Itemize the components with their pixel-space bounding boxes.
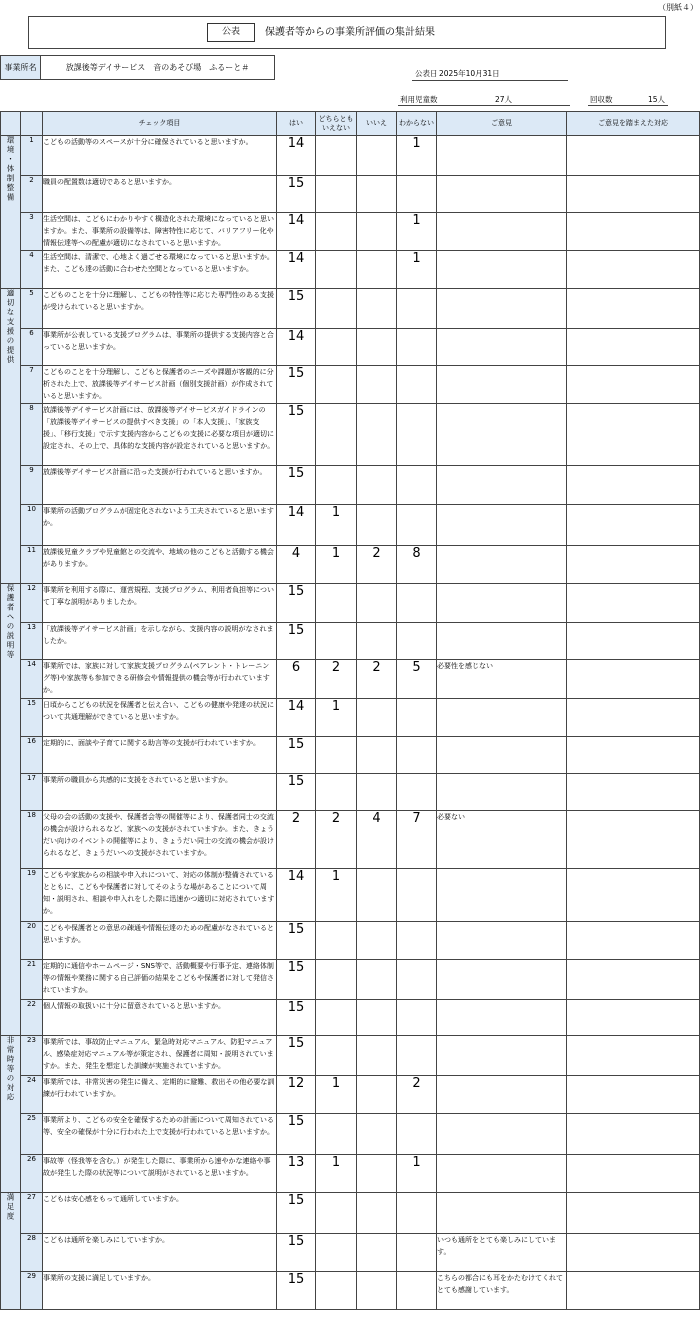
count-no	[357, 289, 397, 329]
count-neither	[316, 289, 357, 329]
count-unknown: 1	[397, 213, 437, 251]
category-label: 環境・体制整備	[6, 136, 15, 203]
count-unknown	[397, 366, 437, 404]
check-item-text: こどものことを十分に理解し、こどもの特性等に応じた専門性のある支援が受けられていると思いますか。	[43, 289, 277, 329]
category-label: 非常時等の対応	[6, 1036, 15, 1103]
publish-date-underline	[412, 80, 568, 81]
item-number: 3	[21, 213, 43, 251]
item-number: 24	[21, 1076, 43, 1114]
count-neither	[316, 213, 357, 251]
item-number: 8	[21, 404, 43, 466]
check-item-text: 事業所では、家族に対して家族支援プログラム(ペアレント・トレーニング等)や家族等も参加できる研修会や情報提供の機会等が行われていますか。	[43, 660, 277, 699]
response-cell	[567, 869, 700, 922]
count-neither	[316, 774, 357, 811]
opinion-text	[437, 404, 567, 466]
response-cell	[567, 811, 700, 869]
response-cell	[567, 1000, 700, 1036]
publish-date-label: 公表日	[415, 69, 438, 78]
count-neither: 1	[316, 1155, 357, 1193]
opinion-text	[437, 737, 567, 774]
opinion-text: 必要ない	[437, 811, 567, 869]
count-no	[357, 774, 397, 811]
evaluation-table	[0, 111, 700, 1310]
header-response: ご意見を踏まえた対応	[567, 112, 700, 136]
response-cell	[567, 213, 700, 251]
item-number: 21	[21, 960, 43, 1000]
count-unknown	[397, 505, 437, 546]
count-neither	[316, 329, 357, 366]
count-yes: 15	[277, 774, 316, 811]
item-number: 23	[21, 1036, 43, 1076]
check-item-text: 事業所では、事故防止マニュアル、緊急時対応マニュアル、防犯マニュアル、感染症対応マニュアル等が策定され、保護者に周知・説明されていますか。また、発生を想定した訓練が実施されていますか。	[43, 1036, 277, 1076]
check-item-text: 事業所の活動プログラムが固定化されないよう工夫されていると思いますか。	[43, 505, 277, 546]
table-row	[1, 213, 700, 251]
opinion-text	[437, 289, 567, 329]
header-unknown: わからない	[397, 112, 437, 136]
count-yes: 15	[277, 584, 316, 623]
count-unknown	[397, 1272, 437, 1310]
response-cell	[567, 329, 700, 366]
count-yes: 14	[277, 251, 316, 289]
response-cell	[567, 584, 700, 623]
count-unknown	[397, 774, 437, 811]
count-unknown	[397, 1234, 437, 1272]
item-number: 2	[21, 176, 43, 213]
opinion-text	[437, 366, 567, 404]
count-yes: 14	[277, 213, 316, 251]
count-neither: 1	[316, 505, 357, 546]
count-unknown	[397, 289, 437, 329]
header-yes: はい	[277, 112, 316, 136]
check-item-text: 定期的に通信やホームページ・SNS等で、活動概要や行事予定、連絡体制等の情報や業務に関する自己評価の結果をこどもや保護者に対して発信されていますか。	[43, 960, 277, 1000]
opinion-text	[437, 1193, 567, 1234]
opinion-text	[437, 505, 567, 546]
count-yes: 15	[277, 623, 316, 660]
count-unknown: 7	[397, 811, 437, 869]
count-unknown	[397, 869, 437, 922]
response-cell	[567, 623, 700, 660]
opinion-text	[437, 466, 567, 505]
check-item-text: 生活空間は、こどもにわかりやすく構造化された環境になっていると思いますか。また、事業所の設備等は、障害特性に応じて、バリアフリー化や情報伝達等への配慮が適切になされていると思いますか。	[43, 213, 277, 251]
item-number: 4	[21, 251, 43, 289]
count-yes: 4	[277, 546, 316, 584]
response-cell	[567, 404, 700, 466]
opinion-text	[437, 136, 567, 176]
opinion-text	[437, 922, 567, 960]
count-no	[357, 869, 397, 922]
count-yes: 15	[277, 737, 316, 774]
count-no	[357, 1272, 397, 1310]
item-number: 10	[21, 505, 43, 546]
count-yes: 15	[277, 1114, 316, 1155]
check-item-text: 日頃からこどもの状況を保護者と伝え合い、こどもの健康や発達の状況について共通理解ができていると思いますか。	[43, 699, 277, 737]
count-unknown	[397, 176, 437, 213]
response-cell	[567, 922, 700, 960]
count-no	[357, 699, 397, 737]
count-unknown: 2	[397, 1076, 437, 1114]
table-row	[1, 660, 700, 699]
count-unknown	[397, 1193, 437, 1234]
response-cell	[567, 1036, 700, 1076]
responses-label: 回収数	[590, 95, 613, 104]
item-number: 25	[21, 1114, 43, 1155]
count-unknown: 1	[397, 1155, 437, 1193]
count-yes: 14	[277, 869, 316, 922]
count-no	[357, 251, 397, 289]
header-check-item: チェック項目	[43, 112, 277, 136]
count-no	[357, 1036, 397, 1076]
count-no	[357, 466, 397, 505]
check-item-text: こどもや家族からの相談や申入れについて、対応の体制が整備されているとともに、こどもや保護者に対してそのような場があることについて周知・説明され、相談や申入れをした際に迅速かつ適切に対応されていますか。	[43, 869, 277, 922]
check-item-text: こどものことを十分理解し、こどもと保護者のニーズや課題が客観的に分析された上で、放課後等デイサービス計画（個別支援計画）が作成されていると思いますか。	[43, 366, 277, 404]
table-row	[1, 1000, 700, 1036]
opinion-text	[437, 584, 567, 623]
count-neither	[316, 623, 357, 660]
count-neither: 2	[316, 811, 357, 869]
count-no	[357, 329, 397, 366]
category-label: 適切な支援の提供	[6, 289, 15, 365]
response-cell	[567, 176, 700, 213]
users-underline	[398, 105, 570, 106]
count-no: 2	[357, 546, 397, 584]
check-item-text: 父母の会の活動の支援や、保護者会等の開催等により、保護者同士の交流の機会が設けられるなど、家族への支援がされていますか。また、きょうだい向けのイベントの開催等により、きょうだい同士の交流の機会が設けられるなど、きょうだいへの支援がされていますか。	[43, 811, 277, 869]
count-yes: 15	[277, 1272, 316, 1310]
table-row	[1, 1036, 700, 1076]
item-number: 7	[21, 366, 43, 404]
table-row	[1, 404, 700, 466]
users-value: 27人	[495, 95, 513, 104]
category-label: 保護者への説明等	[6, 584, 15, 660]
count-unknown	[397, 737, 437, 774]
response-cell	[567, 546, 700, 584]
count-yes: 15	[277, 1234, 316, 1272]
table-row	[1, 1193, 700, 1234]
count-yes: 15	[277, 960, 316, 1000]
opinion-text	[437, 213, 567, 251]
check-item-text: 事業所を利用する際に、運営規程、支援プログラム、利用者負担等について丁寧な説明がありましたか。	[43, 584, 277, 623]
count-no	[357, 1000, 397, 1036]
check-item-text: 定期的に、面談や子育てに関する助言等の支援が行われていますか。	[43, 737, 277, 774]
item-number: 1	[21, 136, 43, 176]
count-unknown	[397, 1114, 437, 1155]
count-unknown	[397, 699, 437, 737]
count-unknown: 5	[397, 660, 437, 699]
table-row	[1, 623, 700, 660]
opinion-text	[437, 1076, 567, 1114]
table-row	[1, 1114, 700, 1155]
count-neither	[316, 1114, 357, 1155]
count-neither: 1	[316, 699, 357, 737]
count-neither: 2	[316, 660, 357, 699]
item-number: 11	[21, 546, 43, 584]
category-env	[1, 136, 21, 289]
count-yes: 13	[277, 1155, 316, 1193]
check-item-text: 放課後等デイサービス計画に沿った支援が行われていると思いますか。	[43, 466, 277, 505]
response-cell	[567, 1234, 700, 1272]
table-header-row	[1, 112, 700, 136]
item-number: 9	[21, 466, 43, 505]
count-neither	[316, 251, 357, 289]
table-row	[1, 869, 700, 922]
response-cell	[567, 505, 700, 546]
category-support	[1, 289, 21, 584]
table-row	[1, 960, 700, 1000]
opinion-text: いつも通所をとても楽しみにしています。	[437, 1234, 567, 1272]
item-number: 22	[21, 1000, 43, 1036]
count-neither	[316, 1000, 357, 1036]
count-yes: 6	[277, 660, 316, 699]
check-item-text: こどもの活動等のスペースが十分に確保されていると思いますか。	[43, 136, 277, 176]
count-yes: 15	[277, 289, 316, 329]
response-cell	[567, 1114, 700, 1155]
office-name: 放課後等デイサービス 音のあそび場 ふるーと＃	[41, 55, 275, 80]
opinion-text	[437, 176, 567, 213]
count-no	[357, 584, 397, 623]
count-no	[357, 1155, 397, 1193]
count-neither	[316, 1272, 357, 1310]
table-row	[1, 366, 700, 404]
check-item-text: 職員の配置数は適切であると思いますか。	[43, 176, 277, 213]
count-neither	[316, 1193, 357, 1234]
count-unknown	[397, 404, 437, 466]
opinion-text	[437, 546, 567, 584]
office-label: 事業所名	[0, 55, 41, 80]
check-item-text: 個人情報の取扱いに十分に留意されていると思いますか。	[43, 1000, 277, 1036]
category-label: 満足度	[6, 1193, 15, 1222]
count-yes: 15	[277, 1000, 316, 1036]
publish-date-value: 2025年10月31日	[439, 69, 500, 78]
item-number: 14	[21, 660, 43, 699]
category-emergency	[1, 1036, 21, 1193]
check-item-text: 事業所が公表している支援プログラムは、事業所の提供する支援内容と合っていると思いますか。	[43, 329, 277, 366]
category-guardian	[1, 584, 21, 1036]
count-yes: 15	[277, 1193, 316, 1234]
count-neither	[316, 960, 357, 1000]
count-no	[357, 136, 397, 176]
opinion-text	[437, 623, 567, 660]
count-neither	[316, 584, 357, 623]
count-no: 4	[357, 811, 397, 869]
users-label: 利用児童数	[400, 95, 438, 104]
title-box	[28, 16, 666, 49]
opinion-text	[437, 1036, 567, 1076]
table-row	[1, 505, 700, 546]
table-row	[1, 811, 700, 869]
table-row	[1, 1272, 700, 1310]
opinion-text	[437, 774, 567, 811]
count-no	[357, 213, 397, 251]
table-row	[1, 699, 700, 737]
response-cell	[567, 366, 700, 404]
response-cell	[567, 1193, 700, 1234]
count-neither	[316, 922, 357, 960]
check-item-text: 事故等（怪我等を含む。）が発生した際に、事業所から速やかな連絡や事故が発生した際の状況等について説明がされていると思いますか。	[43, 1155, 277, 1193]
opinion-text: 必要性を感じない	[437, 660, 567, 699]
count-yes: 14	[277, 136, 316, 176]
count-yes: 14	[277, 329, 316, 366]
table-row	[1, 176, 700, 213]
header-opinion: ご意見	[437, 112, 567, 136]
response-cell	[567, 960, 700, 1000]
item-number: 19	[21, 869, 43, 922]
check-item-text: 事業所では、非常災害の発生に備え、定期的に避難、救出その他必要な訓練が行われていますか。	[43, 1076, 277, 1114]
responses-value: 15人	[648, 95, 666, 104]
count-no	[357, 960, 397, 1000]
check-item-text: こどもや保護者との意思の疎通や情報伝達のための配慮がなされていると思いますか。	[43, 922, 277, 960]
check-item-text: 事業所の支援に満足していますか。	[43, 1272, 277, 1310]
check-item-text: こどもは安心感をもって通所していますか。	[43, 1193, 277, 1234]
count-yes: 15	[277, 176, 316, 213]
table-row	[1, 289, 700, 329]
opinion-text	[437, 329, 567, 366]
item-number: 13	[21, 623, 43, 660]
count-neither	[316, 1234, 357, 1272]
table-row	[1, 1234, 700, 1272]
count-neither	[316, 136, 357, 176]
count-no	[357, 922, 397, 960]
count-unknown	[397, 329, 437, 366]
count-no	[357, 1114, 397, 1155]
response-cell	[567, 1076, 700, 1114]
response-cell	[567, 251, 700, 289]
count-neither	[316, 176, 357, 213]
count-unknown: 8	[397, 546, 437, 584]
item-number: 12	[21, 584, 43, 623]
count-neither: 1	[316, 546, 357, 584]
count-yes: 15	[277, 366, 316, 404]
item-number: 16	[21, 737, 43, 774]
table-row	[1, 774, 700, 811]
item-number: 29	[21, 1272, 43, 1310]
count-neither	[316, 466, 357, 505]
item-number: 27	[21, 1193, 43, 1234]
item-number: 20	[21, 922, 43, 960]
header-category	[1, 112, 21, 136]
response-cell	[567, 466, 700, 505]
response-cell	[567, 737, 700, 774]
item-number: 26	[21, 1155, 43, 1193]
count-neither	[316, 1036, 357, 1076]
count-neither	[316, 404, 357, 466]
page-title: 保護者等からの事業所評価の集計結果	[265, 27, 435, 38]
response-cell	[567, 136, 700, 176]
count-unknown: 1	[397, 251, 437, 289]
count-neither	[316, 366, 357, 404]
opinion-text	[437, 251, 567, 289]
count-no: 2	[357, 660, 397, 699]
item-number: 15	[21, 699, 43, 737]
check-item-text: 放課後等デイサービス計画には、放課後等デイサービスガイドラインの「放課後等デイサービスの提供すべき支援」の「本人支援」、「家族支援」、「移行支援」で示す支援内容からこどもの支援に必要な項目が適切に設定され、その上で、具体的な支援内容が設定されていると思いますか。	[43, 404, 277, 466]
count-unknown	[397, 960, 437, 1000]
item-number: 5	[21, 289, 43, 329]
header-no: いいえ	[357, 112, 397, 136]
count-no	[357, 1076, 397, 1114]
count-no	[357, 1234, 397, 1272]
count-no	[357, 505, 397, 546]
table-row	[1, 922, 700, 960]
count-yes: 15	[277, 404, 316, 466]
count-unknown: 1	[397, 136, 437, 176]
count-neither: 1	[316, 869, 357, 922]
response-cell	[567, 699, 700, 737]
count-yes: 14	[277, 505, 316, 546]
check-item-text: 放課後児童クラブや児童館との交流や、地域の他のこどもと活動する機会がありますか。	[43, 546, 277, 584]
count-yes: 12	[277, 1076, 316, 1114]
count-unknown	[397, 1000, 437, 1036]
count-yes: 15	[277, 1036, 316, 1076]
check-item-text: こどもは通所を楽しみにしていますか。	[43, 1234, 277, 1272]
count-unknown	[397, 922, 437, 960]
table-row	[1, 251, 700, 289]
check-item-text: 「放課後等デイサービス計画」を示しながら、支援内容の説明がなされましたか。	[43, 623, 277, 660]
item-number: 28	[21, 1234, 43, 1272]
opinion-text	[437, 869, 567, 922]
item-number: 17	[21, 774, 43, 811]
opinion-text	[437, 1114, 567, 1155]
table-row	[1, 136, 700, 176]
count-yes: 15	[277, 922, 316, 960]
opinion-text	[437, 1155, 567, 1193]
count-no	[357, 404, 397, 466]
header-number	[21, 112, 43, 136]
table-row	[1, 737, 700, 774]
response-cell	[567, 660, 700, 699]
table-row	[1, 466, 700, 505]
opinion-text	[437, 1000, 567, 1036]
count-yes: 15	[277, 466, 316, 505]
table-row	[1, 546, 700, 584]
response-cell	[567, 289, 700, 329]
item-number: 18	[21, 811, 43, 869]
response-cell	[567, 774, 700, 811]
count-yes: 2	[277, 811, 316, 869]
opinion-text	[437, 699, 567, 737]
public-badge: 公表	[207, 23, 255, 42]
count-unknown	[397, 584, 437, 623]
count-unknown	[397, 623, 437, 660]
count-yes: 14	[277, 699, 316, 737]
responses-underline	[588, 105, 668, 106]
response-cell	[567, 1272, 700, 1310]
count-no	[357, 366, 397, 404]
count-no	[357, 737, 397, 774]
header-neither: どちらとも いえない	[316, 112, 357, 136]
table-row	[1, 584, 700, 623]
check-item-text: 事業所より、こどもの安全を確保するための計画について周知されている等、安全の確保が十分に行われた上で支援が行われていると思いますか。	[43, 1114, 277, 1155]
count-unknown	[397, 1036, 437, 1076]
response-cell	[567, 1155, 700, 1193]
table-row	[1, 329, 700, 366]
opinion-text: こちらの都合にも耳をかたむけてくれてとても感謝しています。	[437, 1272, 567, 1310]
annex-label: （別紙４）	[658, 3, 698, 12]
item-number: 6	[21, 329, 43, 366]
table-row	[1, 1076, 700, 1114]
count-unknown	[397, 466, 437, 505]
count-neither: 1	[316, 1076, 357, 1114]
count-neither	[316, 737, 357, 774]
check-item-text: 生活空間は、清潔で、心地よく過ごせる環境になっていると思いますか。また、こども達の活動に合わせた空間となっていると思いますか。	[43, 251, 277, 289]
check-item-text: 事業所の職員から共感的に支援をされていると思いますか。	[43, 774, 277, 811]
table-row	[1, 1155, 700, 1193]
count-no	[357, 623, 397, 660]
count-no	[357, 176, 397, 213]
count-no	[357, 1193, 397, 1234]
opinion-text	[437, 960, 567, 1000]
category-satisfaction	[1, 1193, 21, 1310]
